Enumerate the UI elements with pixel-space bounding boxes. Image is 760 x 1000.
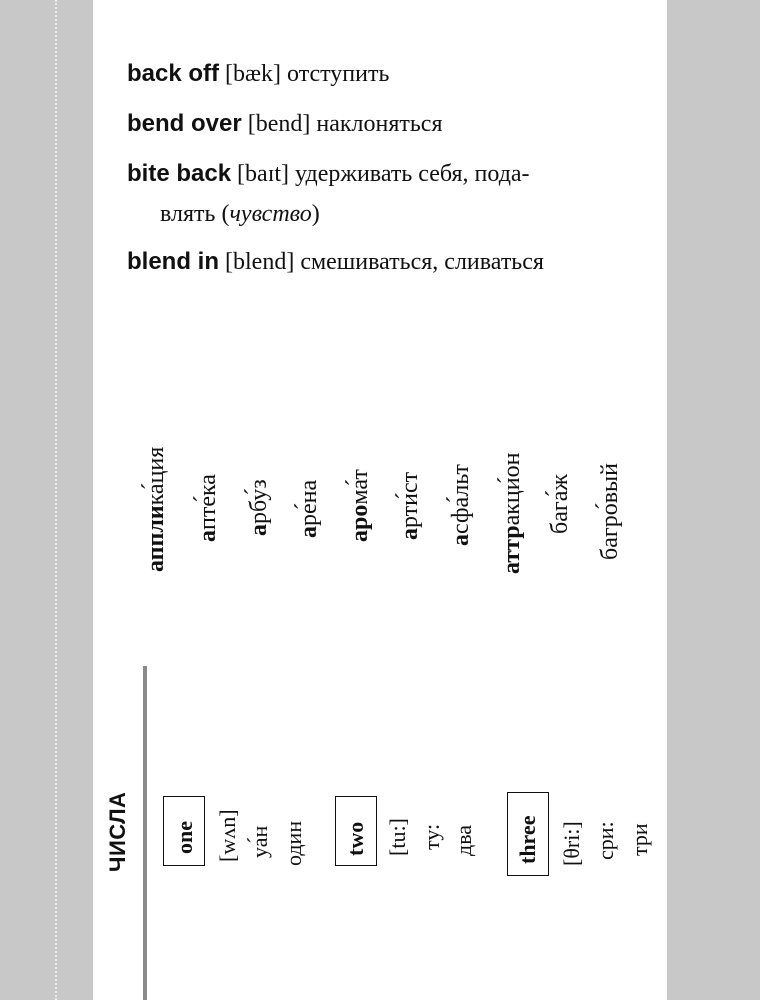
word-item: апплика́ция <box>143 446 169 572</box>
dotted-guide <box>55 0 57 1000</box>
entry-translation: наклоняться <box>316 111 443 137</box>
number-transcription: [tu:] <box>385 818 410 856</box>
word-item: арома́т <box>347 469 373 542</box>
number-translation: два <box>451 824 476 856</box>
entry-transcription: [blend] <box>225 249 295 275</box>
right-margin <box>667 0 760 1000</box>
word-item: арбу́з <box>246 479 272 536</box>
word-item: аре́на <box>296 479 322 538</box>
entry-transcription: [bæk] <box>225 61 282 87</box>
entry-transcription: [baɪt] <box>237 161 290 187</box>
entry-head: bite back <box>127 160 232 187</box>
entry-back-off <box>127 54 389 94</box>
word-item: арти́ст <box>397 471 423 540</box>
word-item: асфа́льт <box>448 464 474 546</box>
number-word: two <box>343 821 368 856</box>
number-translation: один <box>281 820 306 866</box>
section-title: ЧИСЛА <box>105 791 130 872</box>
number-reading: ту: <box>419 823 444 850</box>
entry-translation-end: ) <box>311 201 320 227</box>
entry-head: bend over <box>127 110 242 137</box>
word-item: аттракци́он <box>499 452 525 574</box>
number-reading: уа́н <box>247 825 272 858</box>
number-transcription: [θri:] <box>559 821 584 866</box>
entry-translation-cont: влять ( <box>160 201 230 227</box>
number-transcription: [wʌn] <box>215 809 240 862</box>
entry-bend-over <box>127 104 442 144</box>
entry-translation: отступить <box>287 61 390 87</box>
number-word: three <box>515 815 540 864</box>
entry-bite-back <box>127 154 530 194</box>
entry-translation: удерживать себя, пода- <box>295 161 530 187</box>
entry-blend-in <box>127 242 544 282</box>
entry-note: чувство <box>229 201 312 227</box>
word-item: багро́вый <box>597 462 623 560</box>
entry-head: blend in <box>127 248 219 275</box>
entry-transcription: [bend] <box>247 111 311 137</box>
number-reading: сри: <box>593 821 618 860</box>
entry-head: back off <box>127 60 220 87</box>
number-translation: три <box>627 823 652 856</box>
word-item: бага́ж <box>547 474 573 534</box>
word-item: апте́ка <box>195 474 221 542</box>
entry-bite-back-continued <box>160 194 320 234</box>
number-word: one <box>172 821 197 854</box>
entry-translation: смешиваться, сливаться <box>300 249 544 275</box>
left-margin <box>0 0 93 1000</box>
section-rule <box>143 666 147 1000</box>
